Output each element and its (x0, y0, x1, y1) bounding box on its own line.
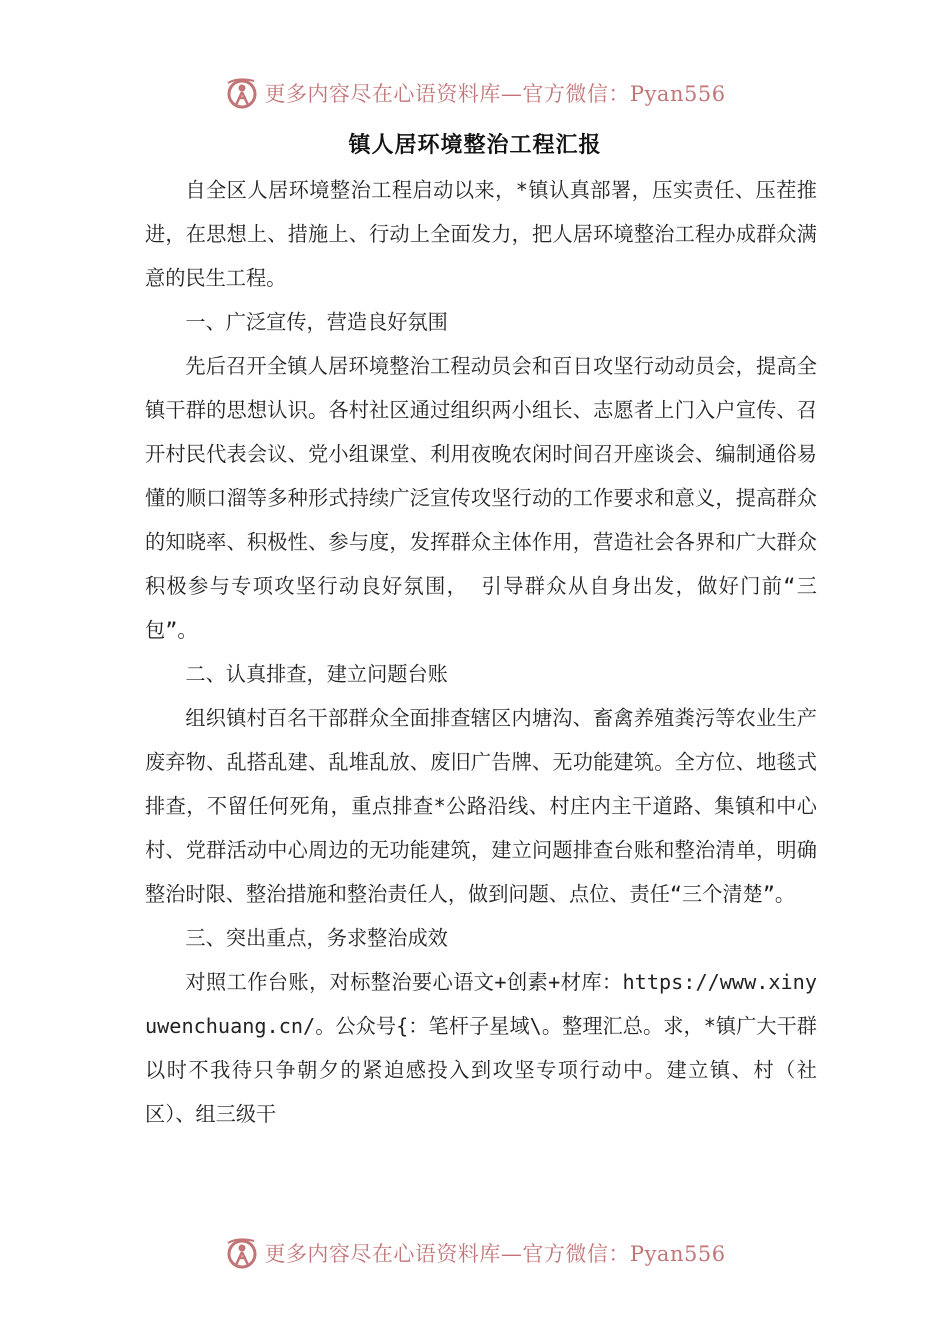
section-heading-2: 二、认真排查，建立问题台账 (185, 662, 448, 686)
logo-icon (224, 75, 260, 111)
section-heading-1: 一、广泛宣传，营造良好氛围 (185, 310, 448, 334)
watermark-banner-top (0, 73, 950, 113)
document-title: 镇人居环境整治工程汇报 (348, 133, 602, 158)
paragraph-section-3: 对照工作台账，对标整治要心语文+创素+材库：https://www.xinyuwenchuang.cn/。公众号{：笔杆子星域\。整理汇总。求，*镇广大干群以时不我待只争朝夕的紧迫感投入到攻坚专项行动中。建立镇、村（社区）、组三级干 (145, 970, 817, 1126)
document-body (145, 168, 817, 1136)
paragraph-section-2: 组织镇村百名干部群众全面排查辖区内塘沟、畜禽养殖粪污等农业生产废弃物、乱搭乱建、乱堆乱放、废旧广告牌、无功能建筑。全方位、地毯式排查，不留任何死角，重点排查*公路沿线、村庄内主干道路、集镇和中心村、党群活动中心周边的无功能建筑，建立问题排查台账和整治清单，明确整治时限、整治措施和整治责任人，做到问题、点位、责任“三个清楚”。 (145, 706, 817, 906)
paragraph-section-1: 先后召开全镇人居环境整治工程动员会和百日攻坚行动动员会，提高全镇干群的思想认识。各村社区通过组织两小组长、志愿者上门入户宣传、召开村民代表会议、党小组课堂、利用夜晚农闲时间召开座谈会、编制通俗易懂的顺口溜等多种形式持续广泛宣传攻坚行动的工作要求和意义，提高群众的知晓率、积极性、参与度，发挥群众主体作用，营造社会各界和广大群众积极参与专项攻坚行动良好氛围， 引导群众从自身出发，做好门前“三包”。 (145, 354, 817, 642)
watermark-banner-bottom (0, 1233, 950, 1273)
paragraph-intro: 自全区人居环境整治工程启动以来，*镇认真部署，压实责任、压茬推进，在思想上、措施上、行动上全面发力，把人居环境整治工程办成群众满意的民生工程。 (145, 178, 817, 290)
watermark-text: 更多内容尽在心语资料库—官方微信：Pyan556 (264, 1242, 726, 1266)
logo-icon (224, 1235, 260, 1271)
section-heading-3: 三、突出重点，务求整治成效 (185, 926, 448, 950)
watermark-text: 更多内容尽在心语资料库—官方微信：Pyan556 (264, 82, 726, 106)
